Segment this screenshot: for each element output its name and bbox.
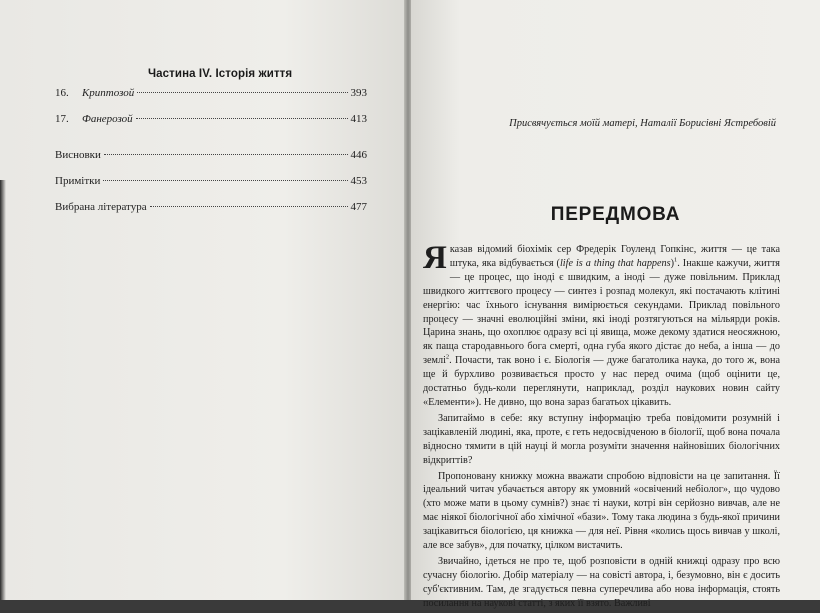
dedication: Присвячується моїй матері, Наталії Борисівні Ястребовій [509,118,776,129]
toc-title: Фанерозой [82,113,133,125]
toc-title: Криптозой [82,87,135,99]
dot-leader [137,92,347,93]
paragraph [423,240,780,410]
toc-page-number: 446 [350,149,367,161]
paragraph: Запитаймо в себе: яку вступну інформацію треба повідомити розумній і зацікавленій людині, яка, проте, є геть недосвідченою в біології, щоб вона почала відносно тямити в цій науці й могла розуміти значення найновіших біологічних відкриттів? [423,412,780,466]
left-page [0,0,405,600]
text-run: казав відомий біохімік сер Фредерік Гоуленд Гопкінс, життя — це така штука, яка відбувається ( [449,244,780,269]
drop-cap: Я [423,240,447,276]
text-run: ) [670,257,674,269]
dot-leader [103,180,347,181]
dot-leader [104,154,348,155]
chapter-heading: ПЕРЕДМОВА [550,204,681,225]
toc-page-number: 413 [350,113,367,125]
toc-row [55,149,367,163]
italic-quote: life is a thing that happens [559,257,671,269]
toc-title: Висновки [55,149,101,161]
toc-title: Примітки [55,175,101,187]
footnote-marker: 1 [674,256,678,264]
dot-leader [136,118,348,119]
toc-row [55,175,367,189]
body-text [423,240,780,613]
toc-row [55,87,367,101]
toc-list [55,87,367,227]
toc-page-number: 453 [350,175,367,187]
paragraph: Звичайно, ідеться не про те, щоб розповісти в одній книжці одразу про всю сучасну біологію. Добір матеріалу — на совісті автора, і, безумовно, він є досить суб'єктивним. Там, де згадується певна суперечлива або нова інформація, стоять посилання на наукові статті, з яких її взято. Важливі [423,555,780,609]
toc-page-number: 477 [350,201,367,213]
toc-page-number: 393 [350,87,367,99]
toc-row [55,201,367,215]
text-run: . Інакше кажучи, життя — це процес, що іноді є швидким, а іноді — дуже повільним. Приклад швидкого життєвого процесу — синтез і розпад молекул, які постачають клітині енергію: час їхнього існування вимірюється секундами. Приклад повільного процесу — значні еволюційні зміни, які іноді розтягуються на мільярди років. Царина знань, що охоплює одразу всі ці явища, може декому здатися неосяжною, як паща стародавнього бога смерті, одна губа якого дістає до неба, а інша — до землі [423,257,780,367]
footnote-marker: 2 [445,353,450,361]
toc-number: 17. [55,113,69,125]
toc-row [55,113,367,127]
dot-leader [150,206,348,207]
page-edge-shadow [0,180,6,600]
part-title: Частина IV. Історія життя [148,68,293,80]
toc-number: 16. [55,87,69,99]
text-run: . Почасти, так воно і є. Біологія — дуже багатолика наука, до того ж, вона ще й бурхливо розвивається просто у нас перед очима (щоб оцінити це, достатньо будь-коли переглянути, наприклад, розділ наукових новин сайту «Елементи»). Не дивно, що вона зараз багатьох цікавить. [423,355,780,408]
paragraph: Пропоновану книжку можна вважати спробою відповісти на це запитання. Її ідеальний читач убачається автору як умовний «освічений небіолог», що чудово (хто може мати в цьому сумнів?) знає ті науки, котрі він серйозно вивчав, але не має ніякої біологічної або хімічної «бази». Тому така людина з будь-якої причини зацікавиться біологією, ця книжка — для неї. Рівня «колись щось вивчав у школі, але все забув», для початку, цілком вистачить. [423,470,780,552]
toc-title: Вибрана література [55,201,147,213]
